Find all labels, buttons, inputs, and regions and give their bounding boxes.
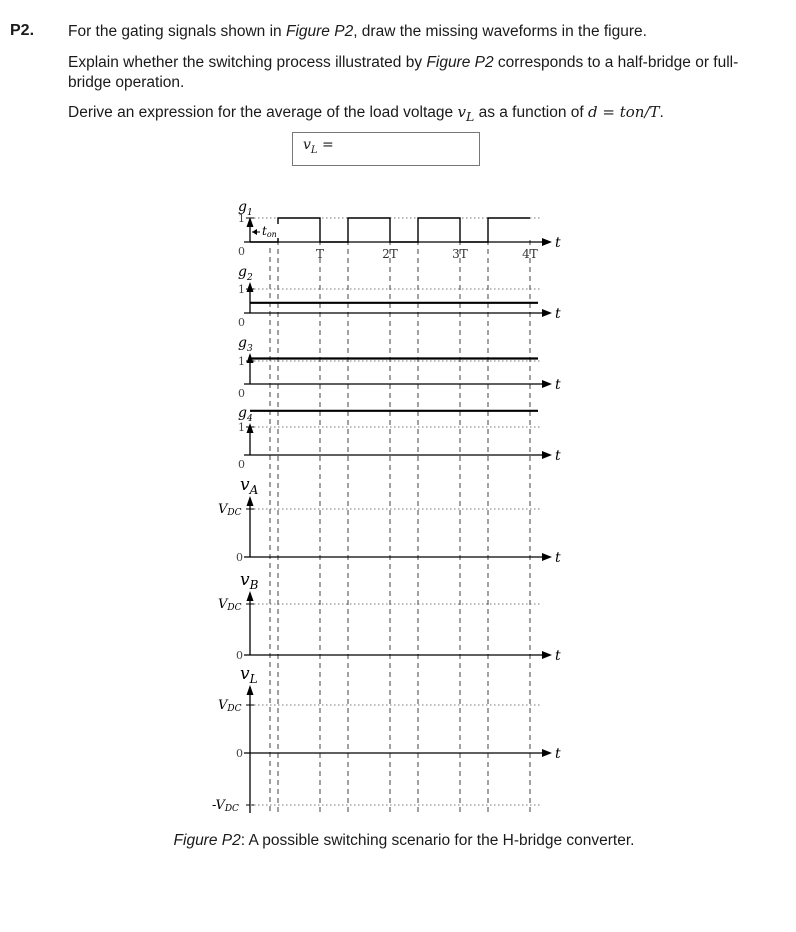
period-label-3T: 3T [452,247,468,261]
period-label-4T: 4T [522,247,538,261]
time-label-5: t [555,648,561,664]
question-line-1: For the gating signals shown in Figure P2, draw the missing waveforms in the figure. [68,23,647,40]
high-level-label-0: 1 [238,212,245,225]
signal-name-vA: $v_A$ [240,475,259,497]
figure-caption: Figure P2: A possible switching scenario for the H-bridge converter. [173,832,635,849]
y-axis-arrow-4 [247,496,254,506]
time-label-4: t [555,550,561,566]
zero-level-label-3: 0 [238,458,245,471]
time-axis-arrow-6 [542,749,552,757]
ton-arrow-left [252,229,257,235]
time-axis-arrow-5 [542,651,552,659]
load-voltage-symbol: $v_L$ [457,103,475,124]
high-level-label-2: 1 [238,355,245,368]
zero-level-label-2: 0 [238,387,245,400]
y-axis-arrow-5 [247,591,254,601]
signal-name-g4: $g_4$ [238,405,253,424]
signal-name-g1: $g_1$ [238,199,253,218]
signal-name-g3: $g_3$ [238,335,253,354]
time-label-1: t [555,306,561,322]
problem-number: P2. [10,22,35,39]
high-level-label-6: VDC [218,698,242,714]
time-axis-arrow-3 [542,451,552,459]
signal-name-g2: $g_2$ [238,264,253,283]
low-level-label-6: -VDC [212,798,239,814]
y-axis-arrow-1 [247,282,254,292]
time-label-3: t [555,448,561,464]
time-axis-arrow-4 [542,553,552,561]
signal-name-vL: $v_L$ [240,664,258,686]
time-axis-arrow-2 [542,380,552,388]
duty-expression: d = ton/T [588,103,660,121]
high-level-label-1: 1 [238,283,245,296]
period-label-T: T [315,247,325,261]
high-level-label-4: VDC [218,502,242,518]
zero-level-label-5: 0 [236,649,243,662]
high-level-label-5: VDC [218,597,242,613]
signal-name-vB: $v_B$ [240,570,259,592]
time-axis-arrow-1 [542,309,552,317]
time-axis-arrow-0 [542,238,552,246]
answer-label: $v_L$ = [303,137,334,156]
question-line-3: Derive an expression for the average of the load voltage $v_L$ as a function of d = ton/T. [68,103,664,124]
y-axis-arrow-6 [247,685,254,695]
zero-level-label-0: 0 [238,245,245,258]
time-label-6: t [555,746,561,762]
time-label-0: t [555,235,561,251]
zero-level-label-1: 0 [238,316,245,329]
figure-reference-2: Figure P2 [426,54,494,71]
zero-level-label-4: 0 [236,551,243,564]
figure-reference: Figure P2 [285,23,354,40]
time-label-2: t [555,377,561,393]
y-axis-arrow-3 [247,423,254,433]
ton-label: ton [262,224,277,239]
period-label-2T: 2T [382,247,398,261]
high-level-label-3: 1 [238,421,245,434]
caption-label: Figure P2 [173,832,241,849]
question-line-2: Explain whether the switching process illustrated by Figure P2 corresponds to a half-bridge or full-bridge operation. [68,54,739,91]
g1-waveform [250,218,530,242]
zero-level-label-6: 0 [236,747,243,760]
